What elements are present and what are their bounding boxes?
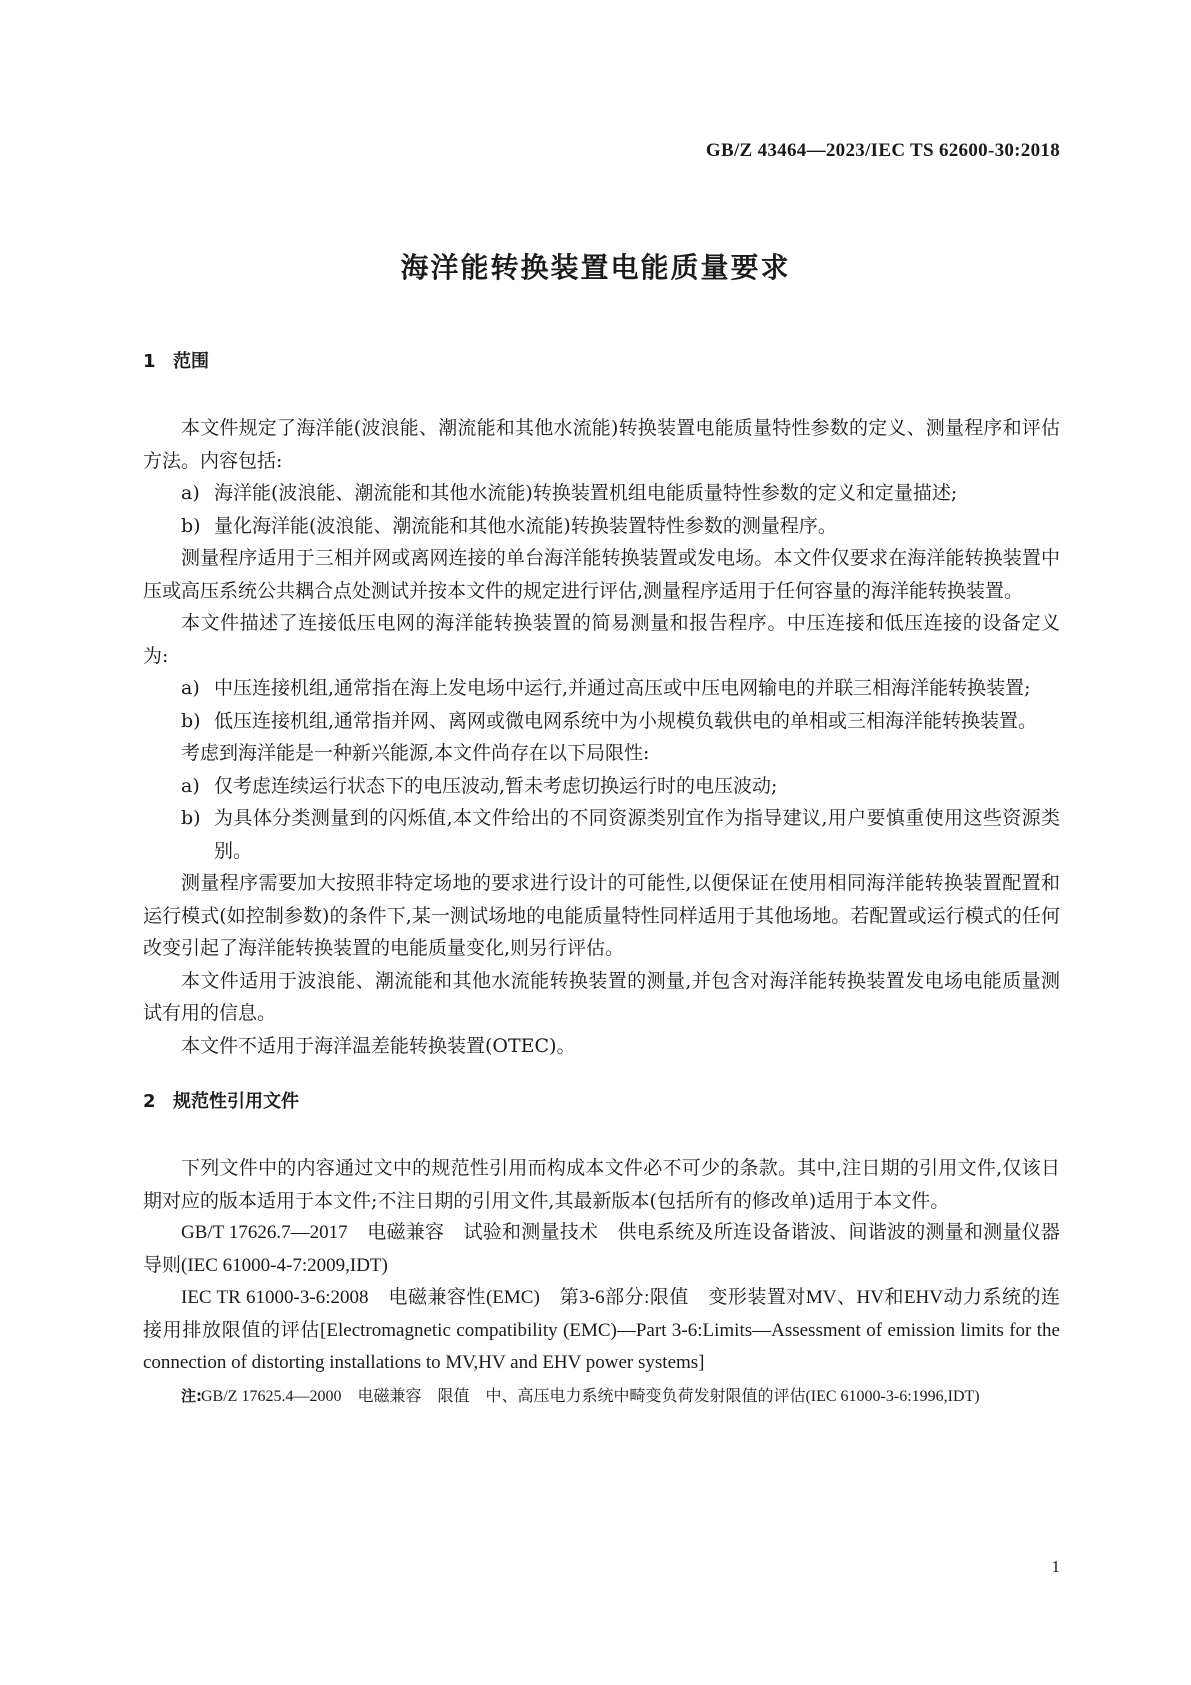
paragraph: 本文件适用于波浪能、潮流能和其他水流能转换装置的测量,并包含对海洋能转换装置发电场电能质量测试有用的信息。 bbox=[143, 969, 1060, 1024]
list-item bbox=[143, 705, 1060, 738]
document-code: GB/Z 43464—2023/IEC TS 62600-30:2018 bbox=[705, 140, 1060, 161]
note-label: 注: bbox=[181, 1386, 202, 1405]
list-text: 量化海洋能(波浪能、潮流能和其他水流能)转换装置特性参数的测量程序。 bbox=[214, 514, 837, 537]
section-heading-normative-references bbox=[143, 1086, 1060, 1118]
section-number: 2 bbox=[143, 1091, 156, 1112]
section-title: 规范性引用文件 bbox=[173, 1091, 299, 1112]
paragraph: 本文件规定了海洋能(波浪能、潮流能和其他水流能)转换装置电能质量特性参数的定义、测量程序和评估方法。内容包括: bbox=[143, 417, 1060, 472]
paragraph: 下列文件中的内容通过文中的规范性引用而构成本文件必不可少的条款。其中,注日期的引用文件,仅该日期对应的版本适用于本文件;不注日期的引用文件,其最新版本(包括所有的修改单)适用于本文件。 bbox=[143, 1157, 1060, 1212]
list-marker: b) bbox=[181, 709, 201, 732]
reference-entry: IEC TR 61000-3-6:2008 电磁兼容性(EMC) 第3-6部分:限值 变形装置对MV、HV和EHV动力系统的连接用排放限值的评估[Electromagnetic compatibility (EMC)—Part 3-6:Limits—Assessment of emission limits for the connection of distorting installations to MV,HV and EHV power systems] bbox=[143, 1287, 1060, 1373]
list-marker: a) bbox=[181, 482, 200, 504]
page-number: 1 bbox=[1051, 1557, 1060, 1576]
reference-entry: GB/T 17626.7—2017 电磁兼容 试验和测量技术 供电系统及所连设备谐波、间谐波的测量和测量仪器导则(IEC 61000-4-7:2009,IDT) bbox=[143, 1222, 1060, 1276]
list-item bbox=[143, 477, 1060, 510]
list-marker: a) bbox=[181, 677, 200, 699]
list-marker: b) bbox=[181, 807, 201, 829]
paragraph: 考虑到海洋能是一种新兴能源,本文件尚存在以下局限性: bbox=[181, 742, 650, 764]
note bbox=[143, 1382, 1060, 1411]
paragraph: 测量程序适用于三相并网或离网连接的单台海洋能转换装置或发电场。本文件仅要求在海洋能转换装置中压或高压系统公共耦合点处测试并按本文件的规定进行评估,测量程序适用于任何容量的海洋能转换装置。 bbox=[143, 547, 1060, 602]
list-item bbox=[143, 672, 1060, 705]
section-heading-scope bbox=[143, 346, 1060, 378]
section-number: 1 bbox=[143, 351, 156, 372]
list-item bbox=[143, 510, 1060, 543]
list-text: 为具体分类测量到的闪烁值,本文件给出的不同资源类别宜作为指导建议,用户要慎重使用这些资源类别。 bbox=[214, 807, 1060, 862]
list-item bbox=[143, 770, 1060, 803]
list-item bbox=[143, 802, 1060, 867]
list-marker: b) bbox=[181, 514, 201, 537]
list-text: 海洋能(波浪能、潮流能和其他水流能)转换装置机组电能质量特性参数的定义和定量描述; bbox=[214, 482, 958, 504]
list-text: 低压连接机组,通常指并网、离网或微电网系统中为小规模负载供电的单相或三相海洋能转换装置。 bbox=[214, 709, 1038, 732]
page-title: 海洋能转换装置电能质量要求 bbox=[400, 251, 791, 284]
paragraph: 本文件描述了连接低压电网的海洋能转换装置的简易测量和报告程序。中压连接和低压连接的设备定义为: bbox=[143, 612, 1060, 667]
list-text: 中压连接机组,通常指在海上发电场中运行,并通过高压或中压电网输电的并联三相海洋能转换装置; bbox=[214, 677, 1031, 699]
list-text: 仅考虑连续运行状态下的电压波动,暂未考虑切换运行时的电压波动; bbox=[214, 774, 778, 797]
note-text: GB/Z 17625.4—2000 电磁兼容 限值 中、高压电力系统中畸变负荷发射限值的评估(IEC 61000-3-6:1996,IDT) bbox=[201, 1387, 980, 1405]
section-title: 范围 bbox=[173, 351, 209, 372]
document-body bbox=[143, 346, 1060, 1411]
paragraph: 测量程序需要加大按照非特定场地的要求进行设计的可能性,以便保证在使用相同海洋能转换装置配置和运行模式(如控制参数)的条件下,某一测试场地的电能质量特性同样适用于其他场地。若配置或运行模式的任何改变引起了海洋能转换装置的电能质量变化,则另行评估。 bbox=[143, 872, 1060, 959]
paragraph: 本文件不适用于海洋温差能转换装置(OTEC)。 bbox=[181, 1034, 576, 1057]
list-marker: a) bbox=[181, 774, 200, 797]
